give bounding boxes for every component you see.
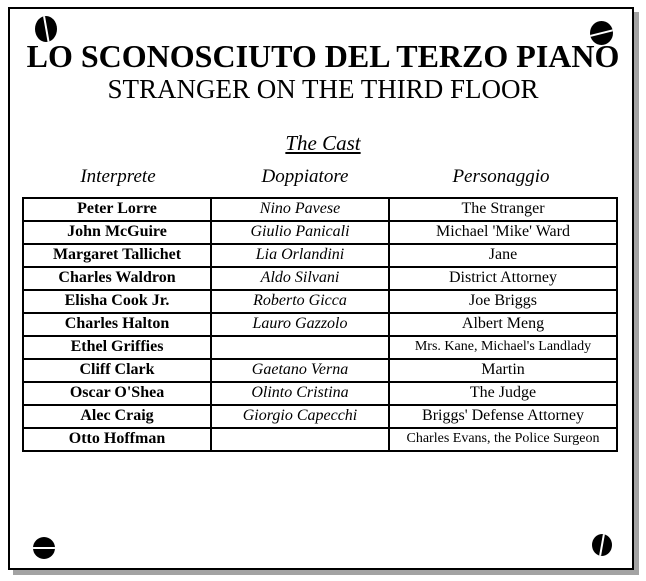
column-header-doppiatore: Doppiatore [261, 166, 349, 187]
cell-interprete: Otto Hoffman [23, 428, 211, 451]
cell-personaggio: Albert Meng [389, 313, 617, 336]
title-italian: LO SCONOSCIUTO DEL TERZO PIANO [26, 38, 620, 74]
cell-personaggio: Michael 'Mike' Ward [389, 221, 617, 244]
cell-personaggio: District Attorney [389, 267, 617, 290]
table-row [23, 244, 617, 267]
cell-doppiatore: Olinto Cristina [211, 382, 389, 405]
cell-interprete: Charles Halton [23, 313, 211, 336]
table-row [23, 290, 617, 313]
table-row [23, 382, 617, 405]
cell-personaggio: Joe Briggs [389, 290, 617, 313]
cell-doppiatore: Roberto Gicca [211, 290, 389, 313]
cell-doppiatore: Nino Pavese [211, 198, 389, 221]
screw-icon-bottom-right [592, 534, 612, 556]
cell-doppiatore: Aldo Silvani [211, 267, 389, 290]
cell-interprete: Margaret Tallichet [23, 244, 211, 267]
cell-doppiatore [211, 336, 389, 359]
cell-interprete: Ethel Griffies [23, 336, 211, 359]
table-row [23, 428, 617, 451]
column-header-interprete: Interprete [80, 166, 156, 187]
table-row [23, 267, 617, 290]
cell-personaggio: Mrs. Kane, Michael's Landlady [389, 336, 617, 359]
table-row [23, 359, 617, 382]
section-heading: The Cast [285, 131, 361, 155]
table-row [23, 405, 617, 428]
table-row [23, 221, 617, 244]
cast-table [22, 197, 618, 452]
table-row [23, 198, 617, 221]
cell-interprete: Peter Lorre [23, 198, 211, 221]
screw-slot [590, 28, 613, 37]
column-header-personaggio: Personaggio [452, 166, 550, 187]
cell-personaggio: The Judge [389, 382, 617, 405]
screw-slot [599, 534, 605, 556]
cell-personaggio: Martin [389, 359, 617, 382]
cell-doppiatore: Giulio Panicali [211, 221, 389, 244]
table-row [23, 313, 617, 336]
cell-interprete: Alec Craig [23, 405, 211, 428]
cell-interprete: Elisha Cook Jr. [23, 290, 211, 313]
cast-table-body [23, 198, 617, 451]
cell-interprete: Cliff Clark [23, 359, 211, 382]
screw-icon-bottom-left [33, 537, 55, 559]
cell-doppiatore: Lauro Gazzolo [211, 313, 389, 336]
cell-personaggio: Charles Evans, the Police Surgeon [389, 428, 617, 451]
cell-personaggio: The Stranger [389, 198, 617, 221]
title-english: STRANGER ON THE THIRD FLOOR [107, 74, 539, 104]
cell-doppiatore: Lia Orlandini [211, 244, 389, 267]
cell-doppiatore [211, 428, 389, 451]
cell-interprete: John McGuire [23, 221, 211, 244]
cell-interprete: Charles Waldron [23, 267, 211, 290]
table-row [23, 336, 617, 359]
cell-interprete: Oscar O'Shea [23, 382, 211, 405]
cell-doppiatore: Giorgio Capecchi [211, 405, 389, 428]
cell-personaggio: Jane [389, 244, 617, 267]
cell-personaggio: Briggs' Defense Attorney [389, 405, 617, 428]
screw-slot [33, 547, 55, 549]
cell-doppiatore: Gaetano Verna [211, 359, 389, 382]
